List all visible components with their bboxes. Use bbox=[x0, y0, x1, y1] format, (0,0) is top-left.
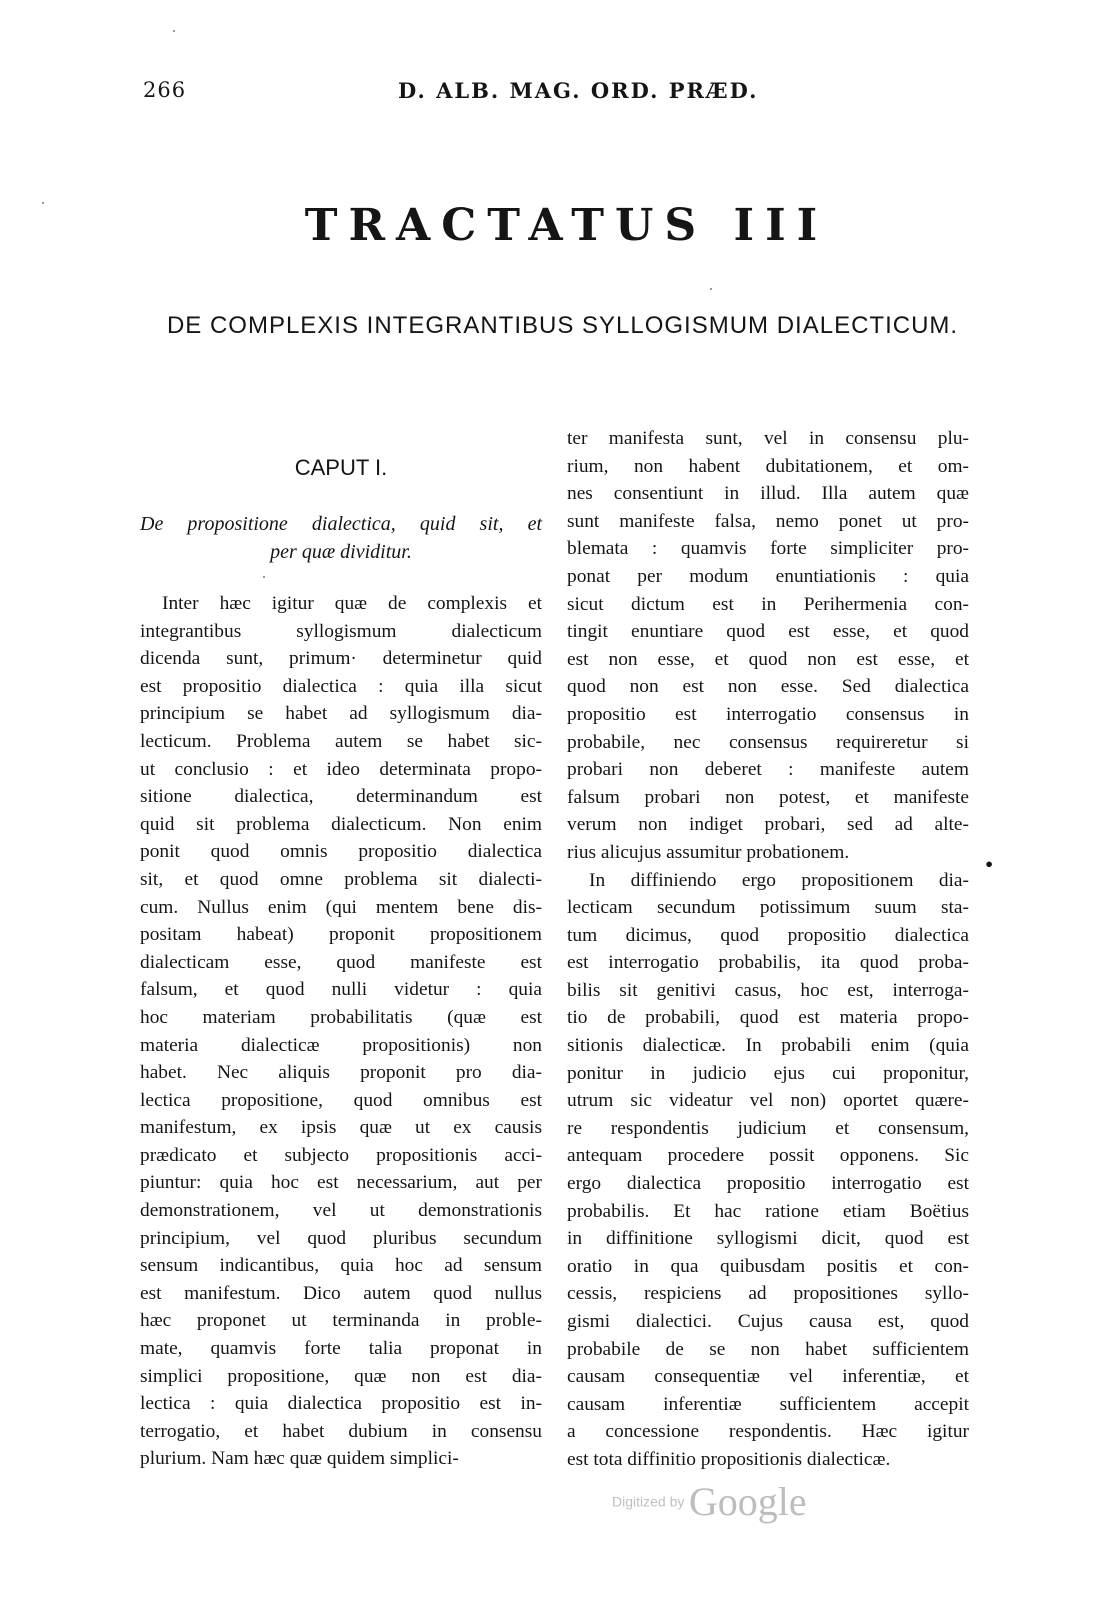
text-line: principium se habet ad syllogismum dia- bbox=[140, 703, 542, 725]
google-logo: Google bbox=[688, 1479, 807, 1524]
text-line: a concessione respondentis. Hæc igitur bbox=[567, 1421, 969, 1443]
chapter-subheading-line: per quæ dividitur. bbox=[270, 541, 412, 563]
text-line: tio de probabili, quod est materia propo- bbox=[567, 1007, 969, 1029]
text-line: propositio est interrogatio consensus in bbox=[567, 703, 969, 725]
text-line: blemata : quamvis forte simpliciter pro- bbox=[567, 538, 969, 560]
text-line: sit, et quod omne problema sit dialecti- bbox=[140, 868, 542, 890]
text-line: rius alicujus assumitur probationem. bbox=[567, 841, 850, 863]
text-line: principium, vel quod pluribus secundum bbox=[140, 1227, 542, 1249]
text-line: quod non est non esse. Sed dialectica bbox=[567, 676, 969, 698]
text-line: lecticum. Problema autem se habet sic- bbox=[140, 730, 542, 752]
text-line: verum non indiget probari, sed ad alte- bbox=[567, 814, 969, 836]
text-line: mate, quamvis forte talia proponat in bbox=[140, 1338, 542, 1360]
text-line: probari non deberet : manifeste autem bbox=[567, 759, 969, 781]
left-text-column bbox=[140, 590, 542, 1473]
text-line: simplici propositione, quæ non est dia- bbox=[140, 1365, 542, 1387]
text-line: dialecticam esse, quod manifeste est bbox=[140, 951, 542, 973]
text-line: sensum indicantibus, quia hoc ad sensum bbox=[140, 1255, 542, 1277]
text-line: sicut dictum est in Perihermenia con- bbox=[567, 593, 969, 615]
text-line: rium, non habent dubitationem, et om- bbox=[567, 455, 969, 477]
text-line: antequam procedere possit opponens. Sic bbox=[567, 1145, 969, 1167]
text-line: hæc proponet ut terminanda in proble- bbox=[140, 1310, 542, 1332]
text-line: manifestum, ex ipsis quæ ut ex causis bbox=[140, 1117, 542, 1139]
text-line: habet. Nec aliquis proponit pro dia- bbox=[140, 1062, 542, 1084]
text-line: bilis sit genitivi casus, hoc est, interroga- bbox=[567, 979, 969, 1001]
text-line: terrogatio, et habet dubium in consensu bbox=[140, 1420, 542, 1442]
running-header bbox=[0, 78, 1093, 108]
text-line: probabilis. Et hac ratione etiam Boëtius bbox=[567, 1200, 969, 1222]
text-line: hoc materiam probabilitatis (quæ est bbox=[140, 1006, 542, 1028]
chapter-subheading-line: De propositione dialectica, quid sit, et bbox=[140, 513, 542, 535]
text-line: positam habeat) proponit propositionem bbox=[140, 924, 542, 946]
scan-speck bbox=[173, 30, 175, 32]
text-line: ponit quod omnis propositio dialectica bbox=[140, 841, 542, 863]
text-line: materia dialecticæ propositionis) non bbox=[140, 1034, 542, 1056]
text-line: oratio in qua quibusdam positis et con- bbox=[567, 1255, 969, 1277]
text-line: integrantibus syllogismum dialecticum bbox=[140, 620, 542, 642]
watermark-prefix: Digitized by bbox=[612, 1493, 685, 1510]
text-line: nes consentiunt in illud. Illa autem quæ bbox=[567, 483, 969, 505]
right-text-column bbox=[567, 425, 969, 1474]
text-line: gismi dialectici. Cujus causa est, quod bbox=[567, 1311, 969, 1332]
text-line: dicenda sunt, primum· determinetur quid bbox=[140, 648, 542, 670]
treatise-title: TRACTATUS III bbox=[304, 200, 829, 251]
google-watermark bbox=[612, 1478, 807, 1525]
running-title: D. ALB. MAG. ORD. PRÆD. bbox=[398, 78, 759, 103]
text-line: sunt manifeste falsa, nemo ponet ut pro- bbox=[567, 510, 969, 532]
text-line: probabile de se non habet sufficientem bbox=[567, 1338, 969, 1360]
text-line: In diffiniendo ergo propositionem dia- bbox=[589, 869, 969, 891]
text-line: causam consequentiæ vel inferentiæ, et bbox=[567, 1366, 969, 1388]
text-line: falsum, et quod nulli videtur : quia bbox=[140, 979, 542, 1001]
text-line: ter manifesta sunt, vel in consensu plu- bbox=[567, 428, 969, 449]
page-number: 266 bbox=[143, 78, 187, 102]
text-line: cum. Nullus enim (qui mentem bene dis- bbox=[140, 896, 542, 918]
chapter-subheading bbox=[140, 510, 542, 566]
text-line: piuntur: quia hoc est necessarium, aut per bbox=[140, 1172, 542, 1194]
text-line: ergo dialectica propositio interrogatio est bbox=[567, 1173, 969, 1195]
text-line: utrum sic videatur vel non) oportet quære- bbox=[567, 1090, 969, 1112]
text-line: cessis, respiciens ad propositiones syllo- bbox=[567, 1283, 969, 1305]
scan-speck bbox=[263, 576, 265, 578]
text-line: prædicato et subjecto propositionis acci- bbox=[140, 1144, 542, 1166]
text-line: sitione dialectica, determinandum est bbox=[140, 786, 542, 808]
text-line: lecticam secundum potissimum suum sta- bbox=[567, 897, 969, 919]
text-line: est tota diffinitio propositionis dialecticæ. bbox=[567, 1448, 891, 1470]
chapter-heading: CAPUT I. bbox=[294, 455, 388, 480]
text-line: tum dicimus, quod propositio dialectica bbox=[567, 924, 969, 946]
text-line: probabile, nec consensus requireretur si bbox=[567, 731, 969, 753]
text-line: in diffinitione syllogismi dicit, quod est bbox=[567, 1228, 969, 1250]
text-line: re respondentis judicium et consensum, bbox=[567, 1117, 969, 1139]
margin-mark: • bbox=[984, 855, 995, 874]
text-line: tingit enuntiare quod est esse, et quod bbox=[567, 621, 969, 643]
text-line: ponitur in judicio ejus cui proponitur, bbox=[567, 1062, 969, 1084]
text-line: est propositio dialectica : quia illa sicut bbox=[140, 675, 542, 697]
treatise-subtitle: DE COMPLEXIS INTEGRANTIBUS SYLLOGISMUM DIALECTICUM. bbox=[166, 312, 959, 339]
text-line: sitionis dialecticæ. In probabili enim (quia bbox=[567, 1035, 969, 1057]
text-line: quid sit problema dialecticum. Non enim bbox=[140, 813, 542, 835]
text-line: ut conclusio : et ideo determinata propo- bbox=[140, 758, 542, 780]
text-line: falsum probari non potest, et manifeste bbox=[567, 786, 969, 808]
text-line: lectica : quia dialectica propositio est in- bbox=[140, 1393, 542, 1415]
scan-speck bbox=[710, 288, 712, 290]
text-line: est non esse, et quod non est esse, et bbox=[567, 648, 969, 670]
text-line: lectica propositione, quod omnibus est bbox=[140, 1089, 542, 1111]
text-line: plurium. Nam hæc quæ quidem simplici- bbox=[140, 1448, 459, 1470]
text-line: Inter hæc igitur quæ de complexis et bbox=[162, 593, 542, 614]
text-line: est interrogatio probabilis, ita quod proba- bbox=[567, 952, 969, 974]
text-line: est manifestum. Dico autem quod nullus bbox=[140, 1282, 542, 1304]
text-line: causam inferentiæ sufficientem accepit bbox=[567, 1393, 969, 1415]
text-line: ponat per modum enuntiationis : quia bbox=[567, 565, 969, 587]
text-line: demonstrationem, vel ut demonstrationis bbox=[140, 1200, 542, 1222]
